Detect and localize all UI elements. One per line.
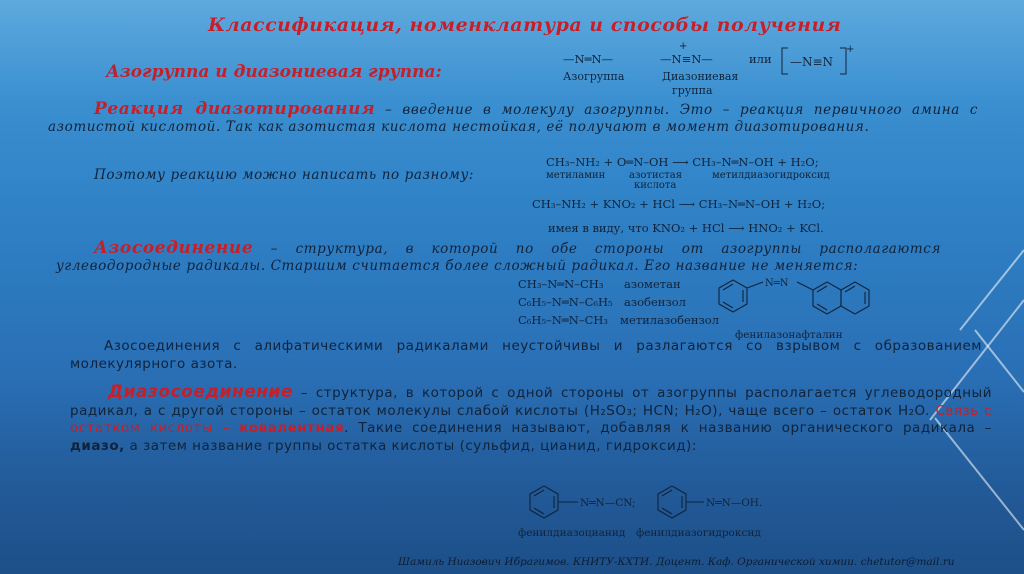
footer-author: Шамиль Ниазович Ибрагимов. КНИТУ-КХТИ. Доцент. Каф. Органической химии. chetutor@mail.ru [398, 556, 955, 568]
azo-group-label: Азогруппа [563, 70, 625, 83]
equation-1: CH₃–NH₂ + O═N–OH ⟶ CH₃–N═N–OH + H₂O; [546, 155, 819, 169]
diazo-text-3: а затем название группы остатка кислоты (сульфид, цианид, гидроксид): [124, 437, 697, 454]
eq1-label-acid-1: азотистая [629, 170, 683, 181]
diazonium-plus: + [679, 41, 688, 52]
diazo-structures [518, 482, 778, 542]
azo-compounds-text: – структура, в которой по обе стороны от азогруппы располагаются углеводородные радикалы. Старшим считается более сложный радикал. Его название не меняется: [56, 241, 941, 274]
page-title: Классификация, номенклатура и способы получения [208, 14, 842, 36]
diazotization-text-2: Поэтому реакцию можно написать по разному: [94, 167, 475, 183]
diazonium-label-2: группа [672, 84, 713, 97]
aliphatic-text: Азосоединения с алифатическими радикалами неустойчивы и разлагаются со взрывом с образованием молекулярного азота. [70, 338, 982, 372]
azo-group-formula: —N═N— [563, 52, 614, 66]
diazonium-formula: —N≡N— [660, 52, 713, 66]
azobenzene-formula: C₆H₅–N═N–C₆H₅ [518, 295, 613, 309]
methylazobenzene-name: метилазобензол [620, 313, 720, 327]
bracket-formula [780, 44, 855, 78]
azomethane-formula: CH₃–N═N–CH₃ [518, 277, 604, 291]
diazotization-paragraph [48, 101, 978, 136]
equation-3: имея в виду, что KNO₂ + HCl ⟶ HNO₂ + KCl. [548, 221, 824, 235]
struct-nn: N═N [765, 278, 789, 289]
azo-compounds-heading: Азосоединение [94, 238, 254, 258]
phenylazonaphthalene-name: фенилазонафталин [735, 329, 843, 341]
phenyldiazocyanide-name: фенилдиазоцианид [518, 527, 626, 539]
azobenzene-name: азобензол [624, 295, 686, 309]
phenyldiazocyanide-group: N═N—CN; [580, 497, 636, 509]
diazonium-label-1: Диазониевая [662, 70, 739, 83]
phenyldiazohydroxide-name: фенилдиазогидроксид [636, 527, 761, 539]
phenylazonaphthalene-structure [715, 262, 885, 342]
azo-group-heading: Азогруппа и диазониевая группа: [106, 62, 442, 82]
phenyldiazohydroxide-group: N═N—OH. [706, 497, 763, 509]
diazo-text-2: . Такие соединения называют, добавляя к названию органического радикала – [344, 420, 992, 436]
bracket-plus: + [846, 44, 855, 55]
eq1-label-methylamine: метиламин [546, 170, 606, 181]
methylazobenzene-formula: C₆H₅–N═N–CH₃ [518, 313, 609, 327]
eq1-label-product: метилдиазогидроксид [712, 170, 830, 181]
azomethane-name: азометан [624, 277, 681, 291]
aliphatic-paragraph [70, 338, 982, 373]
eq1-label-acid-2: кислота [634, 180, 677, 191]
diazo-text-1: – структура, в которой с одной стороны от азогруппы располагается углеводородный радикал, а с другой стороны – остаток молекулы слабой кислоты (H₂SO₃; HCN; H₂O), чаще всего – остаток H₂O. [70, 385, 992, 419]
diazo-text-red: Связь с остатком кислоты – [70, 402, 992, 436]
or-text: или [749, 52, 772, 66]
diazo-text-bold: диазо, [70, 437, 125, 454]
diazo-compounds-paragraph [70, 384, 992, 455]
diazo-text-red-bold: ковалентная [239, 420, 345, 436]
diazotization-heading: Реакция диазотирования [94, 99, 376, 119]
diazotization-text: – введение в молекулу азогруппы. Это – реакция первичного амина с азотистой кислотой. Так как азотистая кислота нестойкая, её получают в момент диазотирования. [48, 102, 978, 135]
bracket-formula-text: —N≡N [790, 55, 834, 69]
diazo-compounds-heading: Диазосоединение [108, 382, 293, 402]
equation-2: CH₃–NH₂ + KNO₂ + HCl ⟶ CH₃–N═N–OH + H₂O; [532, 197, 826, 211]
